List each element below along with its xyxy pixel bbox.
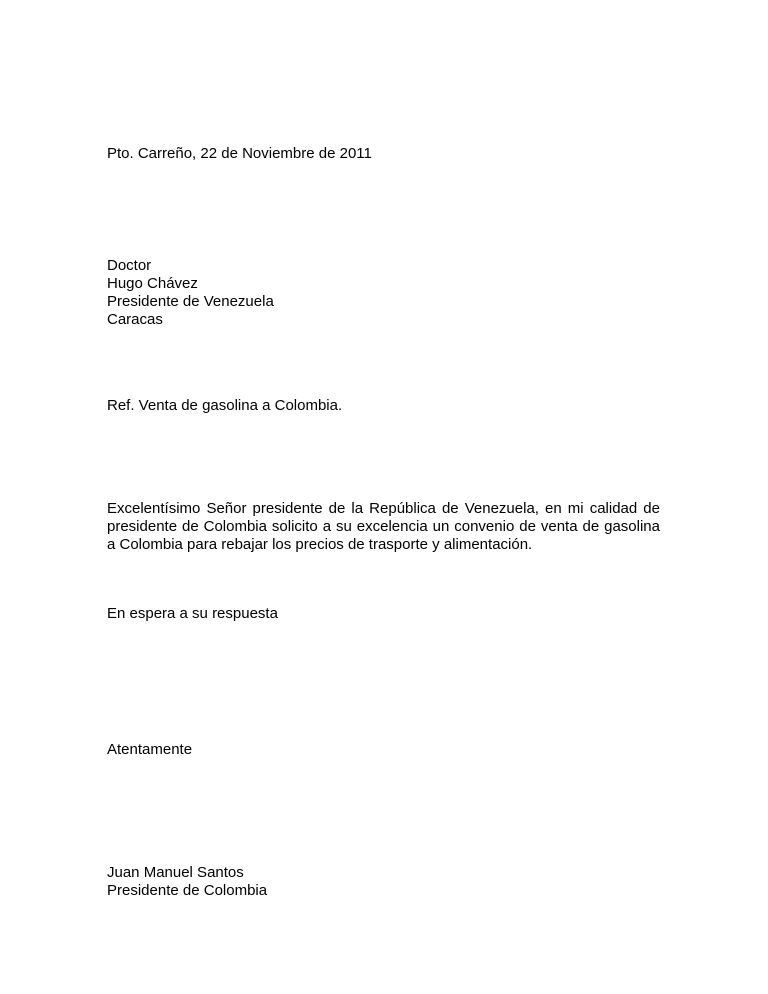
body-line-1: Excelentísimo Señor presidente de la República de Venezuela, en mi calidad de <box>107 500 660 517</box>
closing-request: En espera a su respuesta <box>107 605 278 622</box>
body-line-3: a Colombia para rebajar los precios de trasporte y alimentación. <box>107 536 533 553</box>
signer-name: Juan Manuel Santos <box>107 864 244 881</box>
signer-position: Presidente de Colombia <box>107 882 268 899</box>
body-paragraph <box>107 500 660 554</box>
recipient-name: Hugo Chávez <box>107 275 198 292</box>
body-line-2: presidente de Colombia solicito a su excelencia un convenio de venta de gasolina <box>107 518 660 535</box>
recipient-title: Doctor <box>107 257 152 274</box>
reference-line: Ref. Venta de gasolina a Colombia. <box>107 397 343 414</box>
date-line: Pto. Carreño, 22 de Noviembre de 2011 <box>107 145 372 162</box>
salutation: Atentamente <box>107 741 193 758</box>
recipient-city: Caracas <box>107 311 163 328</box>
recipient-position: Presidente de Venezuela <box>107 293 274 310</box>
